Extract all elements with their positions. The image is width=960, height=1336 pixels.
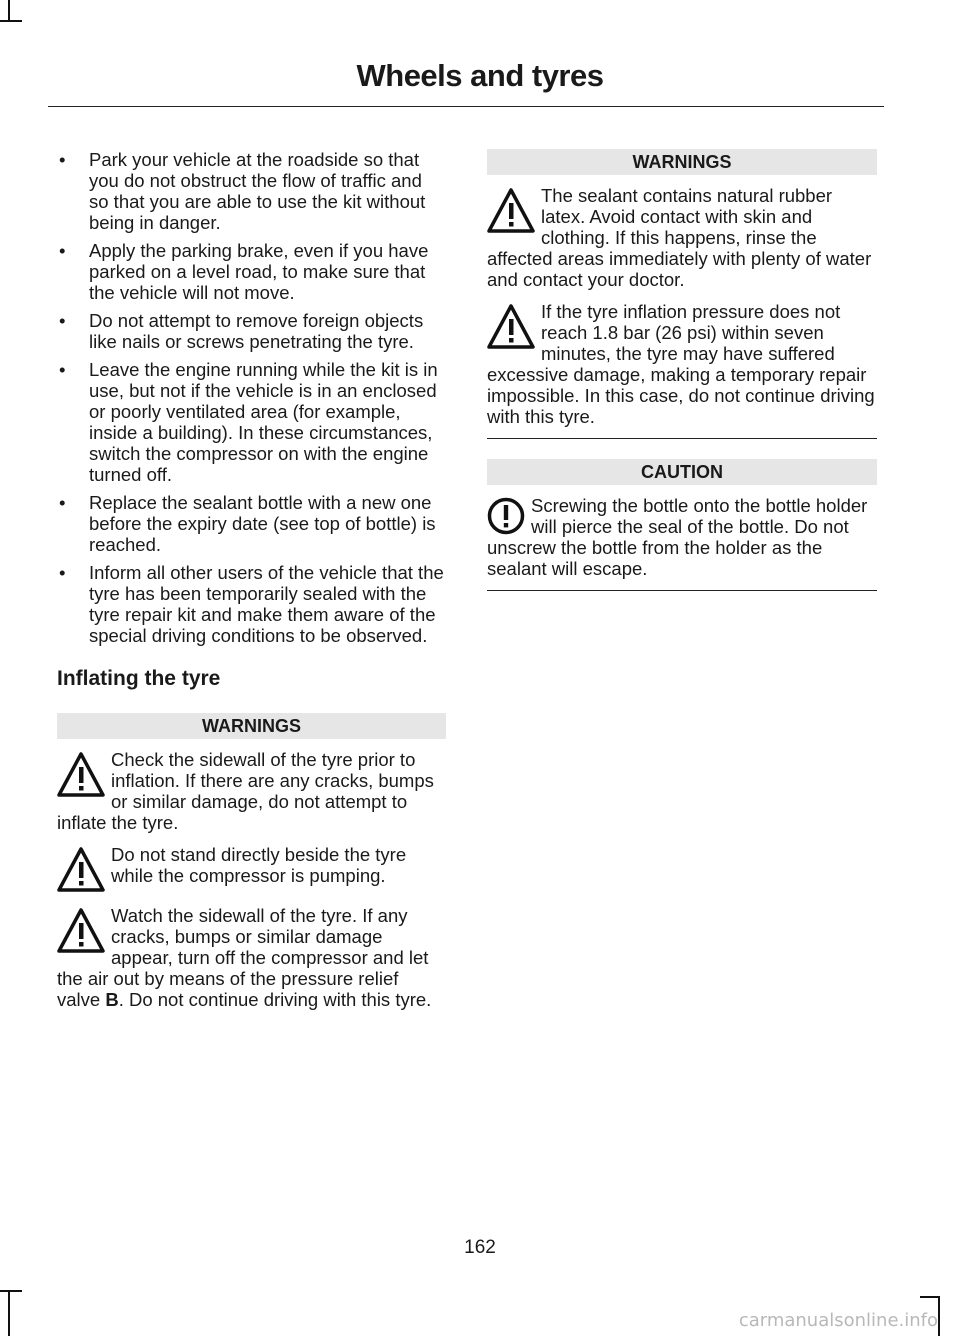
section-heading: Inflating the tyre (57, 667, 221, 690)
page-title: Wheels and tyres (356, 58, 604, 93)
list-item: • Apply the parking brake, even if you have parked on a level road, to make sure that the vehicle will not move. (59, 240, 429, 303)
list-item: • Park your vehicle at the roadside so that you do not obstruct the flow of traffic and so that you are able to use the kit without being in danger. (59, 149, 426, 233)
warning-block (57, 844, 446, 894)
warning-text: . Do not continue driving with this tyre. (118, 989, 432, 1010)
warning-text: The sealant contains natural rubber latex. Avoid contact with skin and clothing. If this happens, rinse the affected areas immediately with plenty of water and contact your doctor. (487, 185, 872, 290)
warning-block (57, 749, 446, 833)
warning-block (487, 185, 877, 290)
page-number: 162 (464, 1237, 496, 1258)
crop-mark (8, 0, 10, 22)
warning-text: Do not stand directly beside the tyre while the compressor is pumping. (111, 844, 407, 886)
warning-text: Check the sidewall of the tyre prior to inflation. If there are any cracks, bumps or similar damage, do not attempt to inflate the tyre. (57, 749, 434, 833)
caution-exclamation-icon (487, 497, 525, 535)
warnings-band: WARNINGS (57, 713, 446, 739)
warning-text: If the tyre inflation pressure does not reach 1.8 bar (26 psi) within seven minutes, the tyre may have suffered excessive damage, making a temporary repair impossible. In this case, do not continue driving with this tyre. (487, 301, 875, 427)
watermark: carmanualsonline.info (738, 1310, 938, 1331)
warning-triangle-icon (487, 303, 535, 351)
crop-mark (938, 1296, 940, 1336)
warning-triangle-icon (57, 907, 105, 955)
caution-block (487, 495, 877, 579)
right-column (487, 149, 877, 611)
header-divider (48, 106, 884, 107)
list-item: • Replace the sealant bottle with a new one before the expiry date (see top of bottle) is reached. (59, 492, 436, 555)
crop-mark (0, 20, 22, 22)
valve-label: B (105, 989, 119, 1010)
warning-block (57, 905, 446, 1010)
crop-mark (0, 1290, 22, 1292)
section-divider (487, 438, 877, 439)
warnings-band: WARNINGS (487, 149, 877, 175)
crop-mark (920, 1296, 940, 1298)
caution-band: CAUTION (487, 459, 877, 485)
list-item: • Inform all other users of the vehicle that the tyre has been temporarily sealed with the tyre repair kit and make them aware of the special driving conditions to be observed. (59, 562, 444, 646)
caution-text: Screwing the bottle onto the bottle holder will pierce the seal of the bottle. Do not unscrew the bottle from the holder as the sealant will escape. (487, 495, 868, 579)
section-divider (487, 590, 877, 591)
warning-block (487, 301, 877, 427)
bullet-list (57, 149, 446, 646)
list-item: • Do not attempt to remove foreign objects like nails or screws penetrating the tyre. (59, 310, 424, 352)
left-column (57, 149, 446, 1021)
crop-mark (8, 1290, 10, 1336)
warning-triangle-icon (57, 846, 105, 894)
list-item: • Leave the engine running while the kit is in use, but not if the vehicle is in an enclosed or poorly ventilated area (for example, inside a building). In these circumstances, switch the compressor on with the engine turned off. (59, 359, 438, 485)
warning-text: Watch the sidewall of the tyre. If any cracks, bumps or similar damage appear, turn off the compressor and let the air out by means of the pressure relief valve (57, 905, 429, 1010)
warning-triangle-icon (487, 187, 535, 235)
warning-triangle-icon (57, 751, 105, 799)
